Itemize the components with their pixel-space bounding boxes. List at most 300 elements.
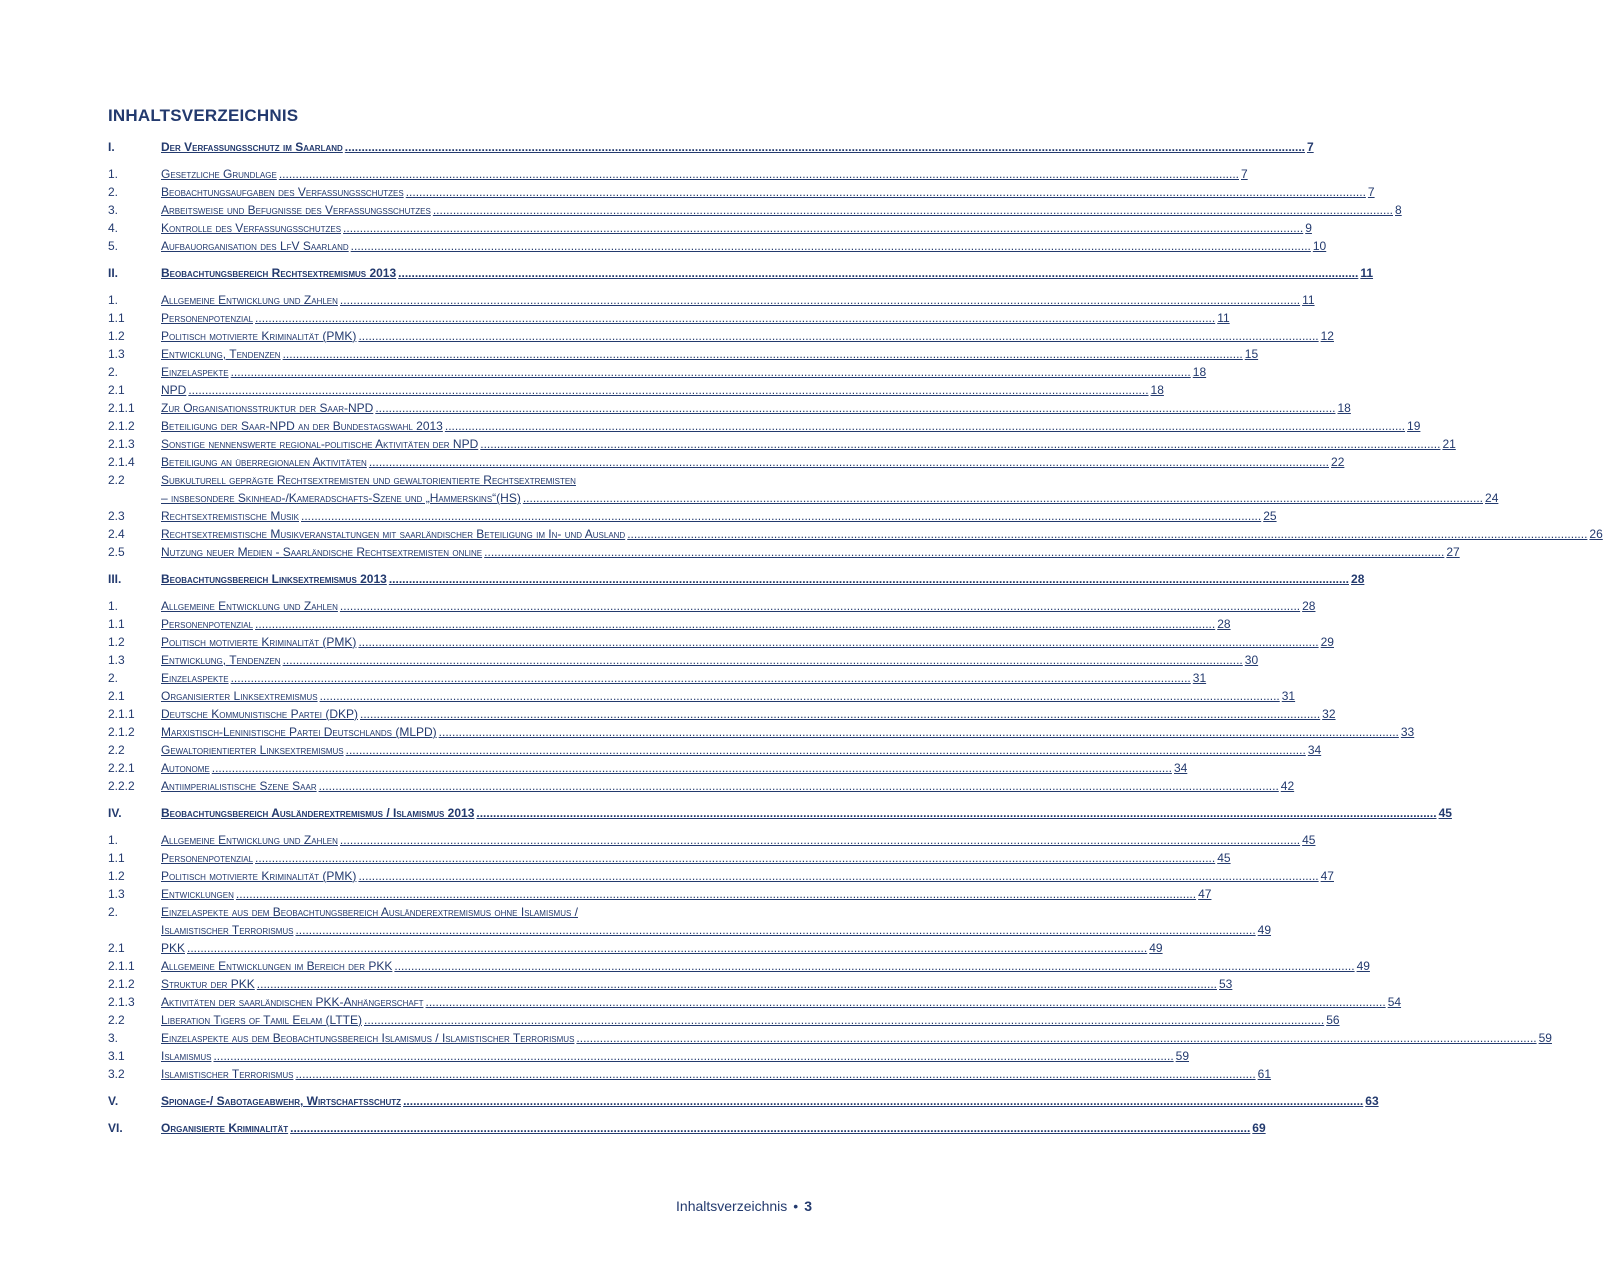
toc-entry-title: Politisch motivierte Kriminalität (PMK) [161, 329, 357, 343]
dot-leader [213, 1047, 1173, 1065]
toc-entry-number: 4. [108, 221, 119, 235]
toc-entry-number: 2.1.2 [108, 419, 135, 433]
toc-chapter-entry[interactable] [108, 570, 1365, 588]
toc-entry-page-number: 11 [1217, 311, 1230, 325]
toc-entry-link[interactable] [161, 1029, 1552, 1047]
dot-leader [627, 525, 1587, 543]
dot-leader [480, 435, 1440, 453]
toc-entry-number: 2.1 [108, 383, 125, 397]
toc-entry-title: Aktivitäten der saarländischen PKK-Anhängerschaft [161, 995, 424, 1009]
toc-entry-link[interactable] [161, 849, 1231, 867]
toc-entry[interactable] [108, 1011, 1340, 1029]
toc-chapter-entry[interactable] [108, 804, 1452, 822]
dot-leader [358, 867, 1318, 885]
toc-entry-number: 1. [108, 599, 119, 613]
footer-page-number: 3 [804, 1198, 812, 1214]
toc-entry-number: 2.2.2 [108, 779, 135, 793]
toc-entry[interactable] [108, 183, 1375, 201]
dot-leader [257, 975, 1217, 993]
toc-entry-page-number: 9 [1305, 221, 1312, 235]
toc-entry-page-number: 63 [1365, 1094, 1379, 1108]
footer-label: Inhaltsverzeichnis [676, 1198, 788, 1214]
toc-entry-number: IV. [108, 806, 122, 820]
toc-entry-title: Arbeitsweise und Befugnisse des Verfassungsschutzes [161, 203, 431, 217]
toc-entry-link[interactable] [161, 669, 1207, 687]
toc-entry-link[interactable] [161, 759, 1188, 777]
toc-entry-title: Aufbauorganisation des LfV Saarland [161, 239, 349, 253]
toc-entry-page-number: 18 [1150, 383, 1164, 397]
toc-entry-title: Allgemeine Entwicklung und Zahlen [161, 293, 338, 307]
toc-entry-title: Allgemeine Entwicklung und Zahlen [161, 833, 338, 847]
dot-leader [255, 615, 1215, 633]
toc-entry-number: 2.1 [108, 941, 125, 955]
toc-entry-number: 2.5 [108, 545, 125, 559]
dot-leader [439, 723, 1399, 741]
toc-entry-page-number: 28 [1217, 617, 1231, 631]
toc-entry[interactable] [108, 885, 1212, 903]
toc-entry-link[interactable] [161, 237, 1327, 255]
toc-entry-link[interactable] [161, 264, 1374, 282]
toc-entry-link[interactable] [161, 201, 1402, 219]
table-of-contents [108, 138, 1603, 1137]
toc-entry-link[interactable] [161, 777, 1295, 795]
toc-entry-link[interactable] [161, 687, 1296, 705]
toc-entry-link[interactable] [161, 939, 1163, 957]
toc-entry-link[interactable] [161, 1065, 1272, 1083]
dot-leader [231, 363, 1191, 381]
toc-entry-link[interactable] [161, 597, 1316, 615]
dot-leader [283, 651, 1243, 669]
toc-entry[interactable] [108, 723, 1415, 741]
toc-entry[interactable] [108, 741, 1322, 759]
toc-entry-page-number: 10 [1312, 239, 1327, 253]
toc-entry-link[interactable] [161, 867, 1334, 885]
toc-entry-title: Organisierte Kriminalität [161, 1121, 289, 1135]
toc-entry-link[interactable] [161, 831, 1316, 849]
toc-entry[interactable] [108, 975, 1233, 993]
dot-leader [375, 399, 1335, 417]
toc-entry-link[interactable] [161, 381, 1164, 399]
toc-entry-page-number: 28 [1351, 572, 1365, 586]
dot-leader [212, 759, 1172, 777]
dot-leader [231, 669, 1191, 687]
dot-leader [523, 489, 1483, 507]
toc-entry-number: 2.1.1 [108, 401, 135, 415]
dot-leader [340, 831, 1300, 849]
dot-leader [351, 237, 1311, 255]
dot-leader [433, 201, 1393, 219]
toc-entry-page-number: 30 [1244, 653, 1259, 667]
toc-entry-link[interactable] [161, 741, 1322, 759]
toc-entry[interactable] [108, 309, 1230, 327]
toc-entry[interactable] [108, 1065, 1272, 1083]
toc-entry-number: 1. [108, 167, 119, 181]
toc-entry[interactable] [108, 615, 1231, 633]
toc-entry-number: 2. [108, 365, 119, 379]
toc-entry-title: Islamismus [161, 1049, 212, 1063]
dot-leader [364, 1011, 1324, 1029]
dot-leader [320, 687, 1280, 705]
toc-entry-link[interactable] [161, 885, 1212, 903]
toc-entry-link[interactable] [161, 705, 1336, 723]
toc-chapter-entry[interactable] [108, 1119, 1266, 1137]
toc-entry[interactable] [108, 705, 1336, 723]
toc-entry-link[interactable] [161, 417, 1421, 435]
toc-entry-title: Beteiligung an überregionalen Aktivitäten [161, 455, 367, 469]
toc-entry-page-number: 26 [1589, 527, 1603, 541]
toc-entry[interactable] [108, 201, 1402, 219]
toc-entry-page-number: 34 [1173, 761, 1188, 775]
toc-entry-link[interactable] [161, 570, 1365, 588]
toc-entry-page-number: 47 [1320, 869, 1334, 883]
toc-entry-number: V. [108, 1094, 119, 1108]
toc-entry-link[interactable] [161, 309, 1230, 327]
toc-entry-title: Beteiligung der Saar-NPD an der Bundestagswahl 2013 [161, 419, 443, 433]
dot-leader [340, 597, 1300, 615]
toc-entry-title: Beobachtungsbereich Rechtsextremismus 2013 [161, 266, 397, 280]
dot-leader [476, 804, 1436, 822]
toc-entry[interactable] [108, 525, 1603, 543]
toc-entry-number: 1.3 [108, 653, 125, 667]
toc-entry-title: Personenpotenzial [161, 311, 254, 325]
toc-entry[interactable] [108, 345, 1259, 363]
toc-entry-link[interactable] [161, 903, 1272, 939]
toc-entry-title: Liberation Tigers of Tamil Eelam (LTTE) [161, 1013, 362, 1027]
toc-entry-title: Beobachtungsbereich Ausländerextremismus / Islamismus 2013 [161, 806, 475, 820]
toc-entry-number: 1.2 [108, 329, 125, 343]
toc-entry-title: Gewaltorientierter Linksextremismus [161, 743, 344, 757]
toc-entry-number: 1. [108, 833, 119, 847]
toc-entry-title: Antiimperialistische Szene Saar [161, 779, 317, 793]
toc-entry-title-line2: – insbesondere Skinhead-/Kameradschafts-Szene und „Hammerskins“(HS) [161, 491, 521, 505]
toc-entry-page-number: 8 [1395, 203, 1402, 217]
toc-entry-title: NPD [161, 383, 187, 397]
toc-entry-page-number: 42 [1280, 779, 1295, 793]
toc-entry-link[interactable] [161, 651, 1259, 669]
toc-entry[interactable] [108, 1047, 1190, 1065]
toc-entry-link[interactable] [161, 165, 1248, 183]
toc-entry[interactable] [108, 777, 1295, 795]
toc-entry-page-number: 21 [1442, 437, 1456, 451]
dot-leader [576, 1029, 1536, 1047]
toc-entry-title: Nutzung neuer Medien - Saarländische Rechtsextremisten online [161, 545, 483, 559]
toc-entry-link[interactable] [161, 1047, 1190, 1065]
toc-entry[interactable] [108, 669, 1207, 687]
toc-entry-title: Autonome [161, 761, 210, 775]
dot-leader [398, 264, 1358, 282]
toc-entry-number: 2.4 [108, 527, 125, 541]
toc-entry[interactable] [108, 939, 1163, 957]
dot-leader [319, 777, 1279, 795]
toc-entry-title: Beobachtungsaufgaben des Verfassungsschutzes [161, 185, 404, 199]
toc-entry-page-number: 54 [1387, 995, 1402, 1009]
toc-entry-link[interactable] [161, 399, 1351, 417]
toc-entry[interactable] [108, 849, 1231, 867]
toc-entry-page-number: 19 [1407, 419, 1421, 433]
toc-entry-page-number: 61 [1257, 1067, 1272, 1081]
toc-entry-title: Rechtsextremistische Musikveranstaltungen mit saarländischer Beteiligung im In- und Ausland [161, 527, 626, 541]
toc-entry-title: Der Verfassungsschutz im Saarland [161, 140, 343, 154]
toc-entry-title: Deutsche Kommunistische Partei (DKP) [161, 707, 358, 721]
toc-entry-page-number: 11 [1360, 266, 1374, 280]
toc-entry-page-number: 45 [1438, 806, 1452, 820]
toc-entry[interactable] [108, 957, 1370, 975]
toc-entry-link[interactable] [161, 507, 1277, 525]
toc-entry-page-number: 45 [1302, 833, 1316, 847]
toc-entry-number: 2.1.3 [108, 437, 135, 451]
toc-entry-number: VI. [108, 1121, 123, 1135]
toc-entry-title: Islamistischer Terrorismus [161, 1067, 294, 1081]
dot-leader [426, 993, 1386, 1011]
toc-entry-number: 2.1.1 [108, 959, 135, 973]
toc-entry-number: 1. [108, 293, 119, 307]
toc-entry-link[interactable] [161, 525, 1603, 543]
toc-entry-link[interactable] [161, 363, 1207, 381]
toc-entry-page-number: 11 [1302, 293, 1315, 307]
toc-entry-title: Rechtsextremistische Musik [161, 509, 300, 523]
toc-entry-link[interactable] [161, 345, 1259, 363]
toc-entry-number: 3. [108, 203, 119, 217]
toc-entry-link[interactable] [161, 219, 1312, 237]
dot-leader [290, 1119, 1250, 1137]
dot-leader [406, 183, 1366, 201]
toc-entry[interactable] [108, 363, 1207, 381]
toc-entry-link[interactable] [161, 453, 1345, 471]
toc-entry-link[interactable] [161, 327, 1334, 345]
toc-entry-title: PKK [161, 941, 186, 955]
toc-entry-page-number: 31 [1192, 671, 1207, 685]
toc-entry[interactable] [108, 165, 1248, 183]
toc-entry-page-number: 49 [1257, 923, 1272, 937]
toc-entry-number: 1.1 [108, 311, 125, 325]
toc-entry-number: 1.3 [108, 347, 125, 361]
dot-leader [255, 309, 1215, 327]
dot-leader [301, 507, 1261, 525]
toc-entry-page-number: 53 [1218, 977, 1233, 991]
toc-entry-number: 2.3 [108, 509, 125, 523]
toc-entry-number: 2.2 [108, 743, 125, 757]
toc-entry-title: Struktur der PKK [161, 977, 255, 991]
toc-entry[interactable] [108, 417, 1421, 435]
toc-entry-title: Entwicklung, Tendenzen [161, 347, 281, 361]
toc-entry-link[interactable] [161, 1011, 1340, 1029]
toc-entry-link[interactable] [161, 471, 1499, 507]
toc-entry-title: Entwicklung, Tendenzen [161, 653, 281, 667]
dot-leader [340, 291, 1300, 309]
dot-leader [445, 417, 1405, 435]
toc-entry-number: 2. [108, 185, 119, 199]
toc-entry[interactable] [108, 543, 1460, 561]
toc-entry-link[interactable] [161, 1119, 1266, 1137]
toc-entry[interactable] [108, 993, 1402, 1011]
toc-entry-page-number: 33 [1400, 725, 1415, 739]
toc-entry[interactable] [108, 759, 1188, 777]
toc-entry-number: 2.2.1 [108, 761, 135, 775]
dot-leader [295, 1065, 1255, 1083]
toc-entry-page-number: 7 [1367, 185, 1375, 199]
toc-entry-page-number: 7 [1306, 140, 1314, 154]
toc-entry[interactable] [108, 381, 1164, 399]
toc-entry[interactable] [108, 507, 1277, 525]
toc-entry[interactable] [108, 327, 1334, 345]
toc-entry-title: Organisierter Linksextremismus [161, 689, 318, 703]
toc-entry-number: 3.2 [108, 1067, 125, 1081]
toc-entry-link[interactable] [161, 975, 1233, 993]
toc-entry[interactable] [108, 867, 1334, 885]
toc-entry-number: III. [108, 572, 122, 586]
toc-chapter-entry[interactable] [108, 264, 1374, 282]
toc-entry-link[interactable] [161, 633, 1334, 651]
page-footer [676, 1198, 812, 1214]
toc-entry-link[interactable] [161, 291, 1315, 309]
toc-entry-title-line1: Subkulturell geprägte Rechtsextremisten und gewaltorientierte Rechtsextremisten [161, 473, 576, 487]
toc-entry-number: 1.3 [108, 887, 125, 901]
toc-entry-page-number: 28 [1302, 599, 1316, 613]
toc-entry-link[interactable] [161, 183, 1375, 201]
dot-leader [389, 570, 1349, 588]
toc-entry-page-number: 45 [1217, 851, 1231, 865]
toc-entry-title: Einzelaspekte [161, 365, 229, 379]
toc-entry-title: Beobachtungsbereich Linksextremismus 2013 [161, 572, 387, 586]
toc-entry-number: 1.2 [108, 635, 125, 649]
toc-entry-number: I. [108, 140, 115, 154]
dot-leader [403, 1092, 1363, 1110]
toc-entry-page-number: 49 [1356, 959, 1370, 973]
toc-entry-link[interactable] [161, 615, 1231, 633]
toc-entry-number: 5. [108, 239, 119, 253]
toc-entry-number: 2.2 [108, 473, 125, 487]
toc-entry[interactable] [108, 633, 1334, 651]
toc-entry-number: 2.1.2 [108, 725, 135, 739]
toc-entry-title: Marxistisch-Leninistische Partei Deutschlands (MLPD) [161, 725, 437, 739]
toc-entry-page-number: 49 [1149, 941, 1163, 955]
page-title: INHALTSVERZEICHNIS [108, 106, 299, 125]
dot-leader [358, 327, 1318, 345]
toc-entry-link[interactable] [161, 957, 1370, 975]
toc-entry-page-number: 59 [1175, 1049, 1190, 1063]
toc-entry[interactable] [108, 219, 1312, 237]
toc-entry-number: 2.1.3 [108, 995, 135, 1009]
toc-entry-title: Zur Organisationsstruktur der Saar-NPD [161, 401, 374, 415]
toc-entry-title: Kontrolle des Verfassungsschutzes [161, 221, 342, 235]
dot-leader [283, 345, 1243, 363]
toc-entry-link[interactable] [161, 1092, 1379, 1110]
toc-entry[interactable] [108, 903, 1272, 939]
toc-entry-title: Entwicklungen [161, 887, 234, 901]
toc-entry[interactable] [108, 435, 1456, 453]
toc-entry-link[interactable] [161, 993, 1402, 1011]
toc-entry-title: Spionage-/ Sabotageabwehr, Wirtschaftsschutz [161, 1094, 402, 1108]
toc-entry-number: 3. [108, 1031, 119, 1045]
toc-entry-page-number: 29 [1320, 635, 1334, 649]
toc-entry-number: 2.1.1 [108, 707, 135, 721]
toc-entry-title: Gesetzliche Grundlage [161, 167, 277, 181]
toc-entry-page-number: 69 [1252, 1121, 1266, 1135]
toc-entry[interactable] [108, 453, 1345, 471]
toc-entry-number: 2.1.4 [108, 455, 135, 469]
dot-leader [343, 219, 1303, 237]
toc-entry-page-number: 32 [1322, 707, 1336, 721]
toc-entry-link[interactable] [161, 543, 1460, 561]
toc-entry-title: Allgemeine Entwicklung und Zahlen [161, 599, 338, 613]
toc-entry-title: Allgemeine Entwicklungen im Bereich der PKK [161, 959, 393, 973]
toc-entry-title: Personenpotenzial [161, 851, 254, 865]
footer-separator: • [793, 1198, 799, 1214]
toc-entry[interactable] [108, 399, 1351, 417]
toc-entry-number: 2.2 [108, 1013, 125, 1027]
toc-entry-page-number: 31 [1281, 689, 1296, 703]
toc-entry-title: Personenpotenzial [161, 617, 254, 631]
toc-entry-page-number: 27 [1446, 545, 1460, 559]
dot-leader [236, 885, 1196, 903]
toc-entry-number: II. [108, 266, 119, 280]
toc-entry-page-number: 34 [1307, 743, 1322, 757]
toc-entry-number: 2. [108, 905, 119, 919]
toc-entry-title: Einzelaspekte [161, 671, 229, 685]
toc-entry-page-number: 22 [1331, 455, 1345, 469]
dot-leader [394, 957, 1354, 975]
toc-entry-page-number: 47 [1198, 887, 1212, 901]
dot-leader [187, 939, 1147, 957]
dot-leader [358, 633, 1318, 651]
toc-entry[interactable] [108, 597, 1316, 615]
toc-entry-title: Politisch motivierte Kriminalität (PMK) [161, 635, 357, 649]
toc-entry-page-number: 56 [1326, 1013, 1340, 1027]
toc-entry-link[interactable] [161, 804, 1452, 822]
toc-entry-page-number: 59 [1538, 1031, 1552, 1045]
toc-entry[interactable] [108, 831, 1316, 849]
dot-leader [255, 849, 1215, 867]
toc-entry[interactable] [108, 1029, 1552, 1047]
toc-entry-title: Einzelaspekte aus dem Beobachtungsbereich Islamismus / Islamistischer Terrorismus [161, 1031, 575, 1045]
toc-entry-page-number: 24 [1485, 491, 1499, 505]
dot-leader [345, 138, 1305, 156]
dot-leader [369, 453, 1329, 471]
toc-entry-number: 1.1 [108, 617, 125, 631]
toc-entry[interactable] [108, 471, 1499, 507]
toc-entry-title: Politisch motivierte Kriminalität (PMK) [161, 869, 357, 883]
toc-entry[interactable] [108, 291, 1315, 309]
toc-entry-page-number: 18 [1192, 365, 1207, 379]
toc-chapter-entry[interactable] [108, 1092, 1379, 1110]
toc-entry[interactable] [108, 651, 1259, 669]
dot-leader [346, 741, 1306, 759]
toc-entry-link[interactable] [161, 723, 1415, 741]
toc-chapter-entry[interactable] [108, 138, 1314, 156]
dot-leader [188, 381, 1148, 399]
toc-entry-link[interactable] [161, 435, 1456, 453]
toc-entry-number: 1.2 [108, 869, 125, 883]
toc-entry-page-number: 12 [1320, 329, 1334, 343]
toc-entry[interactable] [108, 237, 1327, 255]
dot-leader [484, 543, 1444, 561]
dot-leader [279, 165, 1239, 183]
toc-entry-link[interactable] [161, 138, 1314, 156]
toc-entry-page-number: 25 [1263, 509, 1277, 523]
toc-entry-page-number: 15 [1244, 347, 1259, 361]
toc-entry-page-number: 18 [1337, 401, 1351, 415]
toc-entry-number: 2.1 [108, 689, 125, 703]
toc-entry-number: 2. [108, 671, 119, 685]
toc-entry-title-line2: Islamistischer Terrorismus [161, 923, 294, 937]
toc-entry-number: 1.1 [108, 851, 125, 865]
toc-entry-title-line1: Einzelaspekte aus dem Beobachtungsbereich Ausländerextremismus ohne Islamismus / [161, 905, 578, 919]
toc-entry-number: 3.1 [108, 1049, 125, 1063]
toc-entry[interactable] [108, 687, 1296, 705]
dot-leader [360, 705, 1320, 723]
toc-entry-number: 2.1.2 [108, 977, 135, 991]
dot-leader [295, 921, 1255, 939]
